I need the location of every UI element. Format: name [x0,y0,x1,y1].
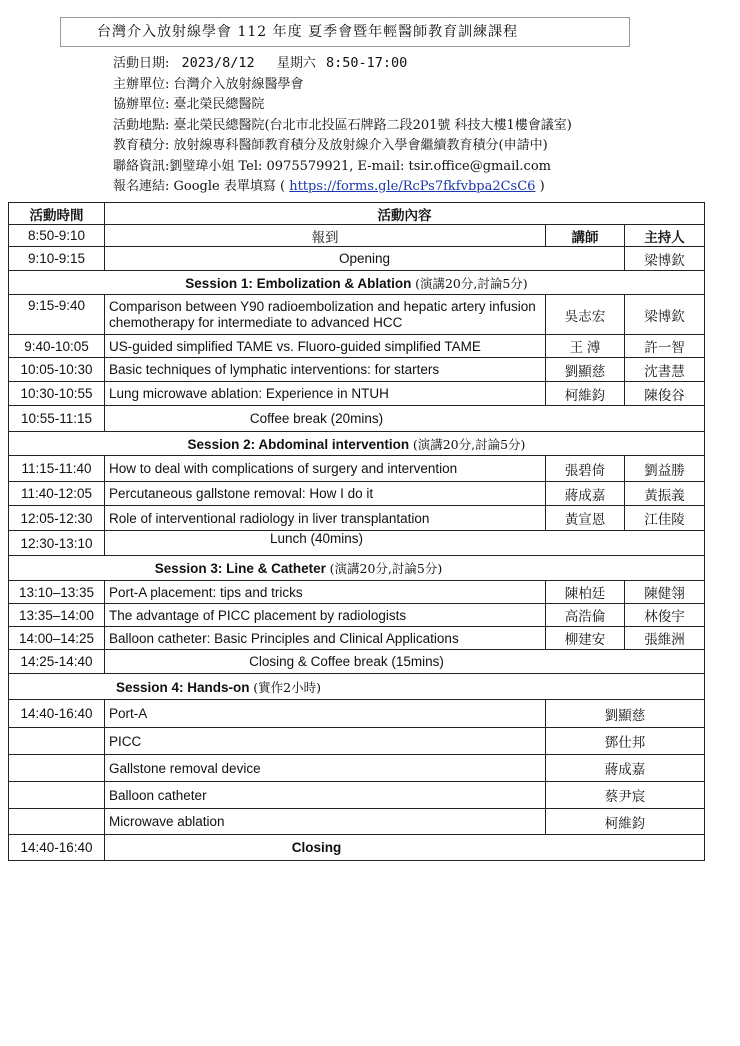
date-label: 活動日期: [113,56,170,71]
registration-time: 8:50-9:10 [9,225,105,247]
register-link[interactable]: https://forms.gle/RcPs7fkfvbpa2CsC6 [289,179,536,194]
table-row: 11:15-11:40 How to deal with complications of surgery and intervention 張碧倚 劉益勝 [9,456,705,482]
weekday: 星期六 [276,56,316,71]
session-2-row [9,432,705,456]
credits-line: 教育積分: 放射線專科醫師教育積分及放射線介入學會繼續教育積分(申請中) [113,138,548,153]
table-row: Balloon catheter 蔡尹宸 [9,782,705,809]
session-1-title: Session 1: Embolization & Ablation (演講20分,討論5分) [9,271,705,295]
date-value: 2023/8/12 [181,55,255,71]
document-title: 台灣介入放射線學會 112 年度 夏季會暨年輕醫師教育訓練課程 [60,17,630,47]
registration-label: 報到 [105,225,546,247]
table-row: 14:40-16:40 Port-A 劉顯慈 [9,700,705,728]
time-value: 8:50-17:00 [325,55,408,71]
head-moderator: 主持人 [625,225,705,247]
table-row: 10:30-10:55 Lung microwave ablation: Experience in NTUH 柯維鈞 陳俊谷 [9,382,705,406]
table-row: 10:05-10:30 Basic techniques of lymphatic interventions: for starters 劉顯慈 沈書慧 [9,358,705,382]
register-prefix: 報名連結: Google 表單填寫 ( [113,179,286,194]
table-row: 14:00–14:25 Balloon catheter: Basic Principles and Clinical Applications 柳建安 張維洲 [9,627,705,650]
session-4-row [9,674,705,700]
table-row: 12:05-12:30 Role of interventional radiology in liver transplantation 黃宣恩 江佳陵 [9,506,705,531]
opening-row [9,247,705,271]
head-speaker: 講師 [546,225,625,247]
table-row: Gallstone removal device 蔣成嘉 [9,755,705,782]
table-header-row [9,203,705,225]
opening-host: 梁博欽 [625,247,705,271]
event-info [113,53,572,198]
registration-row [9,225,705,247]
table-row: Microwave ablation 柯維鈞 [9,809,705,835]
session-1-row [9,271,705,295]
session-4-title: Session 4: Hands-on (實作2小時) [9,674,705,700]
closing-row: 14:40-16:40 Closing [9,835,705,861]
table-row: 13:35–14:00 The advantage of PICC placement by radiologists 高浩倫 林俊宇 [9,604,705,627]
lunch-row: 12:30-13:10 Lunch (40mins) [9,531,705,556]
table-row: 9:40-10:05 US-guided simplified TAME vs. Fluoro-guided simplified TAME 王 溥 許一智 [9,335,705,358]
venue-line: 活動地點: 臺北榮民總醫院(台北市北投區石牌路二段201號 科技大樓1樓會議室) [113,117,572,133]
head-time: 活動時間 [9,203,105,225]
opening-label: Opening [105,247,625,271]
head-content: 活動內容 [105,203,705,225]
session-3-title: Session 3: Line & Catheter (演講20分,討論5分) [9,556,705,581]
session-3-row [9,556,705,581]
table-row: 13:10–13:35 Port-A placement: tips and tricks 陳柏廷 陳健翎 [9,581,705,604]
table-row: 11:40-12:05 Percutaneous gallstone removal: How I do it 蔣成嘉 黃振義 [9,482,705,506]
table-row: 9:15-9:40 Comparison between Y90 radioembolization and hepatic artery infusion chemotherapy for intermediate to advanced HCC 吳志宏 梁博欽 [9,295,705,335]
contact-line: 聯絡資訊:劉璧瑋小姐 Tel: 0975579921, E-mail: tsir.office@gmail.com [113,158,551,174]
event-date-line [113,53,572,75]
register-suffix: ) [539,179,545,194]
opening-time: 9:10-9:15 [9,247,105,271]
organizer-line: 主辦單位: 台灣介入放射線醫學會 [113,76,304,92]
session-2-title: Session 2: Abdominal intervention (演講20分,討論5分) [9,432,705,456]
coffee-break-row: 10:55-11:15 Coffee break (20mins) [9,406,705,432]
table-row: PICC 鄧仕邦 [9,728,705,755]
co-organizer-line: 協辦單位: 臺北榮民總醫院 [113,97,265,112]
register-line [113,177,572,198]
closing-coffee-row: 14:25-14:40 Closing & Coffee break (15mins) [9,650,705,674]
schedule-table [8,202,705,861]
